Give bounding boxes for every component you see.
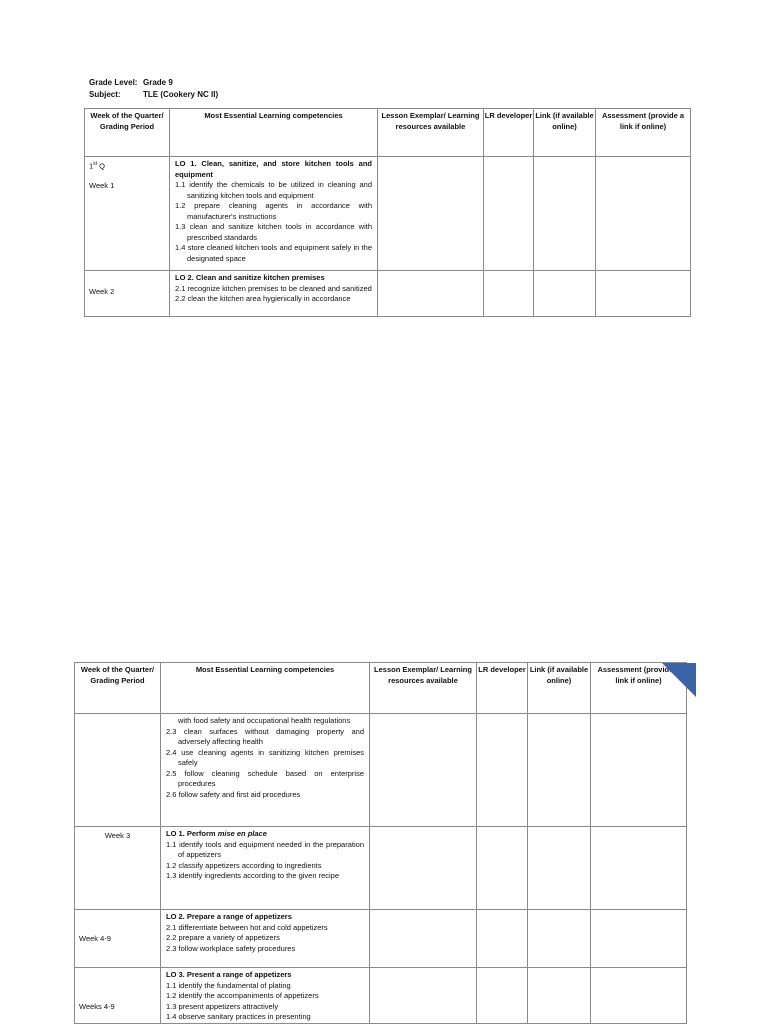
week-label: Week 1 [89,181,115,190]
competency-item: 2.1 recognize kitchen premises to be cleaned and sanitized [175,283,372,293]
melc-table-page2 [74,662,687,1024]
col-header-link: Link (if available online) [534,109,596,157]
lesson-cell [378,157,484,271]
assessment-cell [596,271,691,317]
competency-item: 1.4 store cleaned kitchen tools and equipment safely in the designated space [175,243,372,263]
competency-item: 1.2 identify the accompaniments of appetizers [166,991,319,1000]
table-header-row [75,663,687,714]
competency-item: 2.3 follow workplace safety procedures [166,943,296,953]
col-header-competencies: Most Essential Learning competencies [170,109,378,157]
week-label: Week 3 [104,831,131,840]
lesson-cell [370,714,477,827]
competency-item: 2.3 clean surfaces without damaging property and adversely affecting health [166,726,364,746]
competency-item: with food safety and occupational health regulations [178,716,351,725]
lr-cell [477,968,528,1024]
grade-level-value: Grade 9 [143,78,173,87]
link-cell [528,827,591,910]
competency-item: 1.2 classify appetizers according to ingredients [166,860,322,870]
melc-table-page1 [84,108,691,317]
week-label: Week 2 [89,287,115,296]
col-header-lr: LR developer [484,109,534,157]
table-row [75,968,687,1024]
lesson-cell [378,271,484,317]
competency-item: 1.2 prepare cleaning agents in accordance with manufacturer's instructions [175,201,372,221]
table-row [85,271,691,317]
link-cell [528,968,591,1024]
competency-item: 1.3 present appetizers attractively [166,1001,279,1011]
competency-item: 1.3 identify ingredients according to the given recipe [166,871,340,880]
lr-cell [484,271,534,317]
col-header-lesson: Lesson Exemplar/ Learning resources available [370,663,477,714]
subject-value: TLE (Cookery NC II) [143,90,219,99]
link-cell [528,714,591,827]
week-cell [75,910,161,968]
learning-outcome: LO 2. Clean and sanitize kitchen premises [175,273,325,282]
link-cell [534,271,596,317]
lr-cell [477,714,528,827]
table-header-row [85,109,691,157]
week-label: Weeks 4-9 [79,1002,115,1011]
competency-cell [161,910,370,968]
lr-cell [477,827,528,910]
assessment-cell [591,714,687,827]
page-corner-accent [662,663,696,697]
col-header-week: Week of the Quarter/ Grading Period [75,663,161,714]
table-row [75,714,687,827]
lr-cell [484,157,534,271]
col-header-assessment: Assessment (provide a link if online) [596,109,691,157]
competency-item: 1.3 clean and sanitize kitchen tools in accordance with prescribed standards [175,222,372,242]
assessment-cell [591,968,687,1024]
competency-item: 2.2 clean the kitchen area hygienically in accordance [175,294,351,303]
competency-item: 2.2 prepare a variety of appetizers [166,933,280,942]
subject-line [89,90,218,99]
link-cell [534,157,596,271]
subject-label: Subject: [89,90,121,99]
grade-level-label: Grade Level: [89,78,138,87]
assessment-cell [591,827,687,910]
col-header-link: Link (if available online) [528,663,591,714]
week-cell [85,271,170,317]
lesson-cell [370,968,477,1024]
grade-level-line [89,78,173,87]
col-header-week: Week of the Quarter/ Grading Period [85,109,170,157]
competency-cell [161,968,370,1024]
competency-cell [161,827,370,910]
competency-item: 1.1 identify the fundamental of plating [166,980,291,990]
competency-item: 2.4 use cleaning agents in sanitizing kitchen premises safely [166,747,364,767]
assessment-cell [596,157,691,271]
learning-outcome: LO 2. Prepare a range of appetizers [166,912,292,921]
learning-outcome: LO 3. Present a range of appetizers [166,970,292,979]
table-row [75,910,687,968]
week-cell [75,714,161,827]
col-header-lesson: Lesson Exemplar/ Learning resources available [378,109,484,157]
week-cell [75,827,161,910]
competency-item: 2.6 follow safety and first aid procedures [166,789,301,799]
lesson-cell [370,827,477,910]
link-cell [528,910,591,968]
competency-item: 2.5 follow cleaning schedule based on enterprise procedures [166,768,364,788]
lesson-cell [370,910,477,968]
col-header-lr: LR developer [477,663,528,714]
competency-cell [170,157,378,271]
learning-outcome: LO 1. Perform mise en place [166,829,267,838]
competency-item: 1.1 identify the chemicals to be utilized in cleaning and sanitizing kitchen tools and equipment [175,180,372,200]
week-cell [85,157,170,271]
table-row [85,157,691,271]
table-row [75,827,687,910]
assessment-cell [591,910,687,968]
week-label: Week 4-9 [79,934,111,943]
col-header-competencies: Most Essential Learning competencies [161,663,370,714]
competency-cell [161,714,370,827]
competency-cell [170,271,378,317]
week-cell [75,968,161,1024]
competency-item: 1.1 identify tools and equipment needed in the preparation of appetizers [166,839,364,859]
col-header-assessment: Assessment (provide a link if online) [591,663,687,714]
competency-item: 1.4 observe sanitary practices in presenting [166,1012,311,1021]
lr-cell [477,910,528,968]
quarter-label: 1st Q [89,161,105,171]
learning-outcome: LO 1. Clean, sanitize, and store kitchen tools and equipment [175,159,372,179]
competency-item: 2.1 differentiate between hot and cold appetizers [166,922,328,932]
